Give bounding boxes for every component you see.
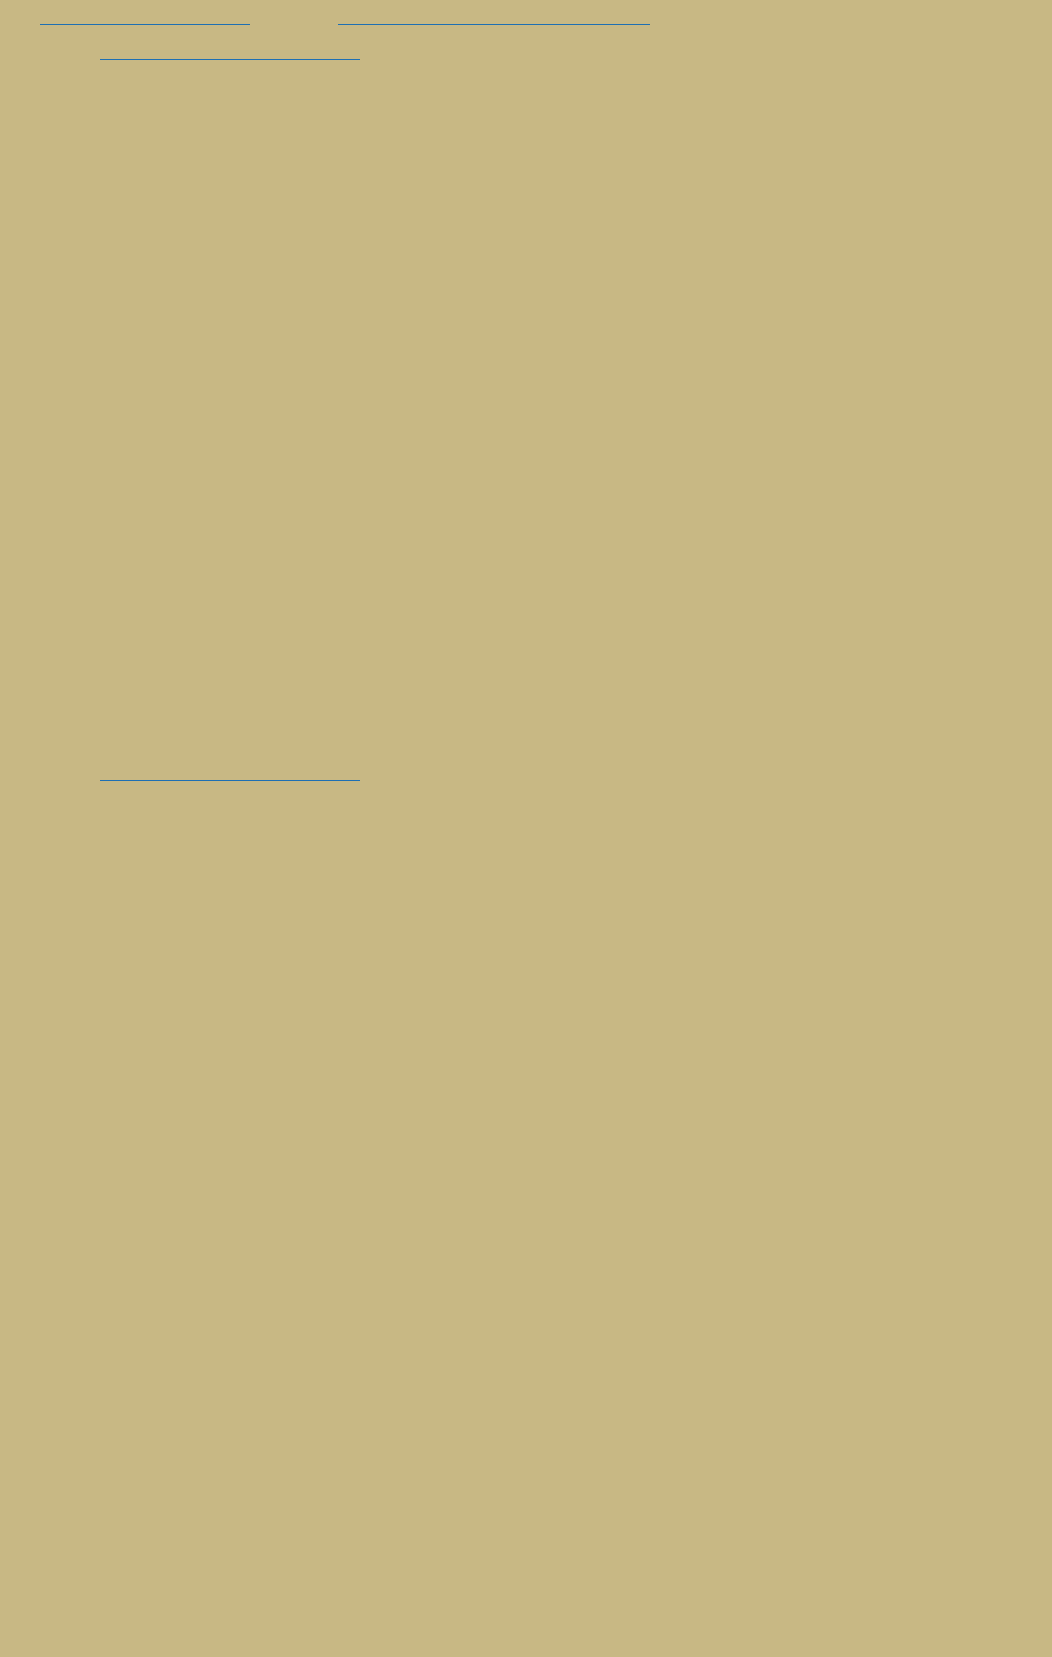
date-underline	[40, 24, 250, 25]
location-underline	[338, 24, 650, 25]
visiting-underline	[100, 59, 360, 60]
home-underline	[100, 780, 360, 781]
